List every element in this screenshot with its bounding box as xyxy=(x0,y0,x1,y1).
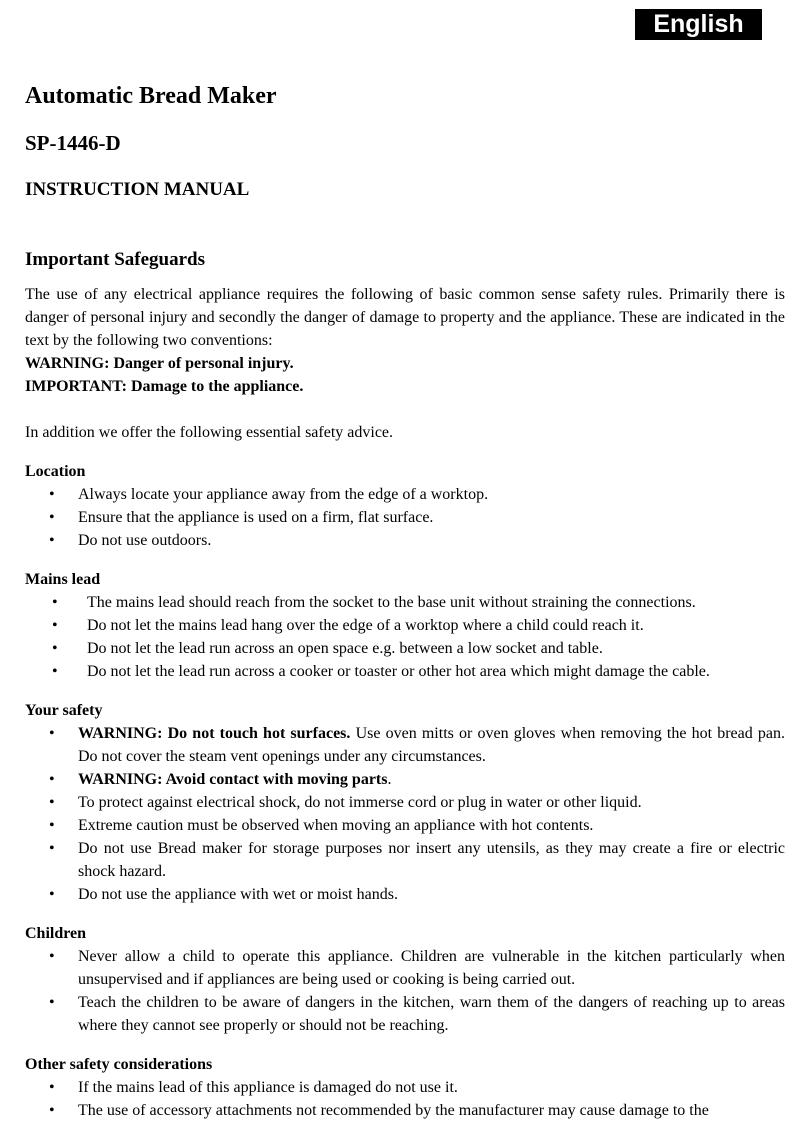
list-item xyxy=(25,1076,785,1099)
list-item-text: Use oven mitts or oven gloves when removing the hot bread pan. Do not cover the steam vent openings under any circumstances. xyxy=(78,725,786,765)
warning-convention: WARNING: Danger of personal injury. xyxy=(25,355,294,372)
list-item-text: To protect against electrical shock, do not immerse cord or plug in water or other liquid. xyxy=(78,794,642,811)
bullet-icon: • xyxy=(49,1079,55,1096)
list-item xyxy=(25,660,785,683)
location-list xyxy=(25,483,785,552)
bullet-icon: • xyxy=(52,617,58,634)
manual-label: INSTRUCTION MANUAL xyxy=(25,179,250,200)
language-badge: English xyxy=(635,9,762,40)
bullet-icon: • xyxy=(49,725,55,742)
list-item-text: Do not use the appliance with wet or moist hands. xyxy=(78,886,398,903)
mains-lead-list xyxy=(25,591,785,683)
important-convention: IMPORTANT: Damage to the appliance. xyxy=(25,378,304,395)
list-item-text: Do not let the lead run across a cooker or toaster or other hot area which might damage the cable. xyxy=(87,663,710,680)
location-heading: Location xyxy=(25,463,86,480)
list-item xyxy=(25,529,785,552)
list-item-text: The mains lead should reach from the socket to the base unit without straining the connections. xyxy=(87,594,696,611)
bullet-icon: • xyxy=(49,948,55,965)
warning-moving-parts: WARNING: Avoid contact with moving parts xyxy=(78,771,388,788)
list-item-text: Extreme caution must be observed when moving an appliance with hot contents. xyxy=(78,817,594,834)
list-item-text: Teach the children to be aware of dangers in the kitchen, warn them of the dangers of reaching up to areas where they cannot see properly or should not be reaching. xyxy=(78,994,785,1034)
bullet-icon: • xyxy=(49,794,55,811)
mains-lead-heading: Mains lead xyxy=(25,571,101,588)
bullet-icon: • xyxy=(49,771,55,788)
other-safety-list xyxy=(25,1076,785,1122)
list-item xyxy=(25,991,785,1037)
list-item-text: Ensure that the appliance is used on a firm, flat surface. xyxy=(78,509,434,526)
bullet-icon: • xyxy=(49,994,55,1011)
bullet-icon: • xyxy=(49,817,55,834)
list-item xyxy=(25,945,785,991)
your-safety-heading: Your safety xyxy=(25,702,103,719)
list-item xyxy=(25,637,785,660)
safeguards-content xyxy=(25,247,785,1122)
list-item xyxy=(25,506,785,529)
bullet-icon: • xyxy=(52,640,58,657)
list-item xyxy=(25,722,785,768)
bullet-icon: • xyxy=(52,594,58,611)
list-item xyxy=(25,768,785,791)
warning-hot-surfaces: WARNING: Do not touch hot surfaces. xyxy=(78,725,351,742)
list-item xyxy=(25,1099,785,1122)
list-item xyxy=(25,791,785,814)
other-safety-heading: Other safety considerations xyxy=(25,1056,213,1073)
product-title: Automatic Bread Maker xyxy=(25,83,277,109)
list-item-text: Do not use Bread maker for storage purposes nor insert any utensils, as they may create a fire or electric shock hazard. xyxy=(78,840,785,880)
list-item xyxy=(25,614,785,637)
list-item xyxy=(25,591,785,614)
safety-advice-intro: In addition we offer the following essential safety advice. xyxy=(25,424,394,441)
bullet-icon: • xyxy=(49,532,55,549)
safeguards-heading: Important Safeguards xyxy=(25,249,205,270)
list-item-text: The use of accessory attachments not recommended by the manufacturer may cause damage to the xyxy=(78,1102,709,1119)
list-item-text: Do not let the mains lead hang over the edge of a worktop where a child could reach it. xyxy=(87,617,644,634)
children-heading: Children xyxy=(25,925,87,942)
bullet-icon: • xyxy=(49,840,55,857)
list-item-text: Always locate your appliance away from the edge of a worktop. xyxy=(78,486,489,503)
list-item-text: Do not let the lead run across an open space e.g. between a low socket and table. xyxy=(87,640,603,657)
list-item xyxy=(25,883,785,906)
bullet-icon: • xyxy=(52,663,58,680)
bullet-icon: • xyxy=(49,886,55,903)
list-item xyxy=(25,837,785,883)
list-item-text: If the mains lead of this appliance is damaged do not use it. xyxy=(78,1079,458,1096)
model-number: SP-1446-D xyxy=(25,131,121,155)
your-safety-list xyxy=(25,722,785,906)
list-item xyxy=(25,814,785,837)
list-item xyxy=(25,483,785,506)
safeguards-intro: The use of any electrical appliance requires the following of basic common sense safety rules. Primarily there is danger of personal injury and secondly the danger of damage to property and the appliance. These are indicated in the text by the following two conventions: xyxy=(25,286,785,349)
bullet-icon: • xyxy=(49,1102,55,1119)
list-item-text: . xyxy=(387,771,392,788)
children-list xyxy=(25,945,785,1037)
list-item-text: Do not use outdoors. xyxy=(78,532,212,549)
list-item-text: Never allow a child to operate this appliance. Children are vulnerable in the kitchen particularly when unsupervised and if appliances are being used or cooking is being carried out. xyxy=(78,948,785,988)
bullet-icon: • xyxy=(49,486,55,503)
bullet-icon: • xyxy=(49,509,55,526)
